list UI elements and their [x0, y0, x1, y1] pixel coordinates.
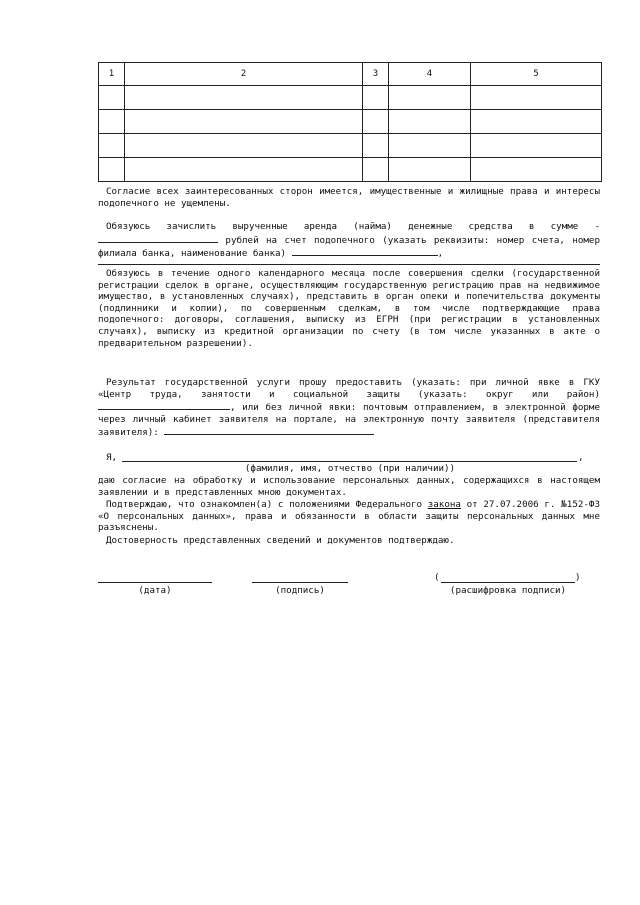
table-row [99, 86, 602, 110]
table-cell[interactable] [389, 134, 471, 158]
accuracy-text: Достоверность представленных сведений и документов подтверждаю. [106, 535, 455, 546]
table-cell[interactable] [125, 158, 363, 182]
decode-open-paren: ( [434, 572, 440, 583]
table-row [99, 110, 602, 134]
obligation-paragraph [98, 268, 600, 349]
table-cell[interactable] [125, 86, 363, 110]
bank-details-field[interactable] [292, 246, 438, 256]
email-field[interactable] [164, 425, 374, 435]
table-cell[interactable] [389, 86, 471, 110]
pd-consent-paragraph [98, 475, 600, 498]
table-cell[interactable] [389, 158, 471, 182]
result-text-2: , или без личной явки: почтовым отправлением, в электронной форме через личный кабинет заявителя на портале, на электронную почту заявителя (представителя заявителя): [98, 402, 600, 439]
signature-label: (подпись) [275, 585, 325, 596]
table-cell[interactable] [363, 110, 389, 134]
column-header: 4 [389, 63, 471, 86]
data-table [98, 62, 602, 182]
table-cell[interactable] [471, 158, 602, 182]
table-cell[interactable] [99, 158, 125, 182]
ya-label: Я, [106, 452, 118, 463]
decode-label: (расшифровка подписи) [449, 585, 567, 596]
table-cell[interactable] [471, 134, 602, 158]
date-label: (дата) [138, 585, 172, 596]
result-paragraph [98, 377, 600, 439]
deposit-paragraph [98, 221, 600, 260]
table-cell[interactable] [99, 110, 125, 134]
confirm-paragraph [98, 499, 600, 534]
district-field[interactable] [98, 400, 230, 410]
column-header: 5 [471, 63, 602, 86]
signature-decode-field[interactable] [441, 582, 575, 583]
table-cell[interactable] [99, 134, 125, 158]
result-text-1: Результат государственной услуги прошу предоставить (указать: при личной явке в ГКУ «Центр труда, занятости и социальной защиты (указать: округ или район) [98, 377, 600, 400]
confirm-text-2: от 27.07.2006 г. №152-ФЗ «О персональных данных», права и обязанности в области защиты персональных данных мне разъяснены. [98, 499, 600, 534]
fio-caption: (фамилия, имя, отчество (при наличии)) [244, 463, 456, 474]
table-header-row [99, 63, 602, 86]
column-header: 3 [363, 63, 389, 86]
consent-paragraph [98, 186, 600, 209]
pd-consent-text: даю согласие на обработку и использование персональных данных, содержащихся в настоящем заявлении и в представленных мною документах. [98, 475, 600, 498]
date-field[interactable] [98, 582, 212, 583]
deposit-text-end: , [437, 248, 444, 260]
bank-details-line[interactable] [98, 264, 600, 265]
table-cell[interactable] [125, 134, 363, 158]
table-cell[interactable] [471, 86, 602, 110]
deposit-text-1: Обязуюсь зачислить вырученные аренда (найма) денежные средства в сумме - [106, 221, 600, 232]
fio-field[interactable] [122, 461, 577, 462]
accuracy-paragraph [98, 535, 600, 547]
table-cell[interactable] [363, 158, 389, 182]
column-header: 2 [125, 63, 363, 86]
table-cell[interactable] [471, 110, 602, 134]
signature-field[interactable] [252, 582, 348, 583]
table-cell[interactable] [363, 86, 389, 110]
decode-close-paren: ) [575, 572, 581, 583]
consent-text: Согласие всех заинтересованных сторон имеется, имущественные и жилищные права и интересы подопечного не ущемлены. [98, 186, 600, 209]
table-cell[interactable] [363, 134, 389, 158]
deposit-text-3: счета, номер филиала банка, наименование банка) [98, 234, 600, 260]
obligation-text: Обязуюсь в течение одного календарного месяца после совершения сделки (государственной регистрации сделок в органе, осуществляющим государственную регистрацию прав на недвижимое имущество, в установленных случаях), представить в орган опеки и попечительства документы (подлинники и копии), по совершенным сделкам, в том числе подтверждающие права подопечного: договоры, соглашения, выписку из ЕГРН (при регистрации в установленных случаях), выписку из кредитной организации по счету (в том числе указанных в акте о предварительном разрешении). [98, 268, 600, 349]
table-cell[interactable] [99, 86, 125, 110]
table-cell[interactable] [125, 110, 363, 134]
confirm-text-1: Подтверждаю, что ознакомлен(а) с положениями Федерального [106, 499, 423, 510]
deposit-text-2: рублей на счет подопечного (указать реквизиты: номер [225, 234, 525, 246]
amount-field[interactable] [98, 233, 218, 243]
table-cell[interactable] [389, 110, 471, 134]
table-row [99, 134, 602, 158]
table-row [99, 158, 602, 182]
ya-end: , [578, 452, 584, 463]
law-link[interactable]: закона [427, 499, 461, 510]
column-header: 1 [99, 63, 125, 86]
